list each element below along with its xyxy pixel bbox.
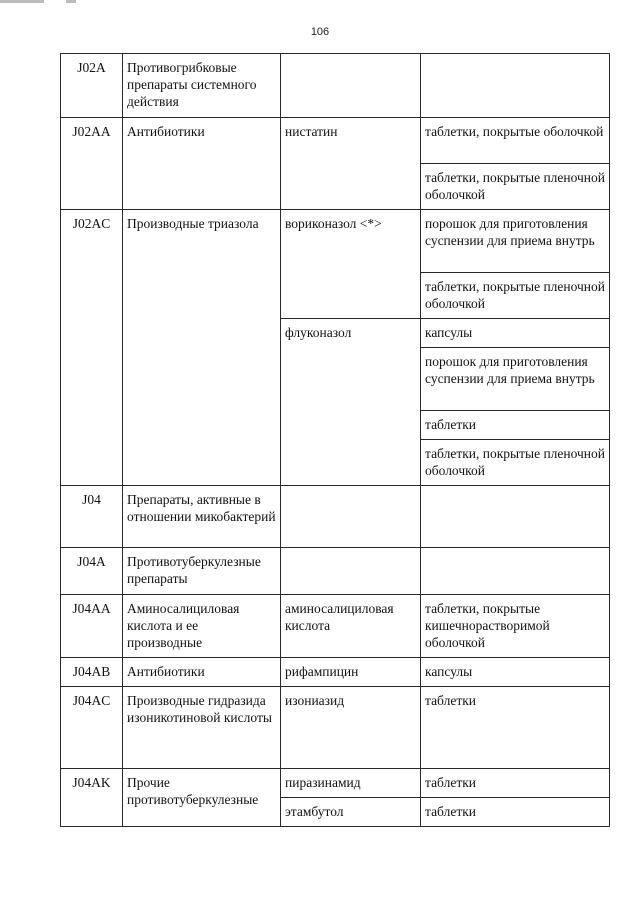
group-name-cell: Антибиотики <box>123 658 281 687</box>
atc-code-cell: J04AC <box>61 687 123 769</box>
group-name-cell: Противотуберкулезные препараты <box>123 548 281 595</box>
table-row <box>61 687 610 769</box>
dosage-form-cell: таблетки <box>421 411 610 440</box>
drug-table <box>60 53 610 827</box>
atc-code-cell: J02AA <box>61 118 123 210</box>
dosage-form-cell: таблетки, покрытые пленочной оболочкой <box>421 164 610 210</box>
drug-name-cell: изониазид <box>281 687 421 769</box>
drug-name-cell: рифампицин <box>281 658 421 687</box>
table-row <box>61 548 610 595</box>
scan-mark-right <box>66 0 76 3</box>
drug-name-cell <box>281 54 421 118</box>
drug-name-cell: нистатин <box>281 118 421 210</box>
atc-code-cell: J04A <box>61 548 123 595</box>
dosage-form-cell: таблетки, покрытые оболочкой <box>421 118 610 164</box>
dosage-form-cell: таблетки, покрытые пленочной оболочкой <box>421 440 610 486</box>
dosage-form-cell: таблетки <box>421 769 610 798</box>
table-row <box>61 486 610 548</box>
dosage-form-cell: таблетки, покрытые пленочной оболочкой <box>421 273 610 319</box>
atc-code-cell: J04AA <box>61 595 123 658</box>
group-name-cell: Препараты, активные в отношении микобактерий <box>123 486 281 548</box>
table-row <box>61 769 610 798</box>
page-number: 106 <box>310 26 330 38</box>
atc-code-cell: J02AC <box>61 210 123 486</box>
atc-code-cell: J04 <box>61 486 123 548</box>
drug-name-cell: флуконазол <box>281 319 421 486</box>
group-name-cell: Противогрибковые препараты системного действия <box>123 54 281 118</box>
atc-code-cell: J04AB <box>61 658 123 687</box>
dosage-form-cell <box>421 486 610 548</box>
table-row <box>61 658 610 687</box>
table-row <box>61 595 610 658</box>
table-row <box>61 118 610 164</box>
atc-code-cell: J02A <box>61 54 123 118</box>
drug-name-cell: пиразинамид <box>281 769 421 798</box>
group-name-cell: Производные гидразида изоникотиновой кислоты <box>123 687 281 769</box>
drug-name-cell: этамбутол <box>281 798 421 827</box>
scan-mark-left <box>0 0 44 3</box>
dosage-form-cell: капсулы <box>421 658 610 687</box>
drug-name-cell: вориконазол <*> <box>281 210 421 319</box>
dosage-form-cell: таблетки, покрытые кишечнорастворимой оболочкой <box>421 595 610 658</box>
dosage-form-cell <box>421 54 610 118</box>
dosage-form-cell: порошок для приготовления суспензии для приема внутрь <box>421 210 610 273</box>
dosage-form-cell <box>421 548 610 595</box>
group-name-cell: Аминосалициловая кислота и ее производные <box>123 595 281 658</box>
group-name-cell: Антибиотики <box>123 118 281 210</box>
drug-name-cell: аминосалициловая кислота <box>281 595 421 658</box>
dosage-form-cell: капсулы <box>421 319 610 348</box>
drug-name-cell <box>281 548 421 595</box>
drug-name-cell <box>281 486 421 548</box>
table-row <box>61 54 610 118</box>
dosage-form-cell: таблетки <box>421 798 610 827</box>
dosage-form-cell: таблетки <box>421 687 610 769</box>
group-name-cell: Прочие противотуберкулезные <box>123 769 281 827</box>
dosage-form-cell: порошок для приготовления суспензии для приема внутрь <box>421 348 610 411</box>
atc-code-cell: J04AK <box>61 769 123 827</box>
group-name-cell: Производные триазола <box>123 210 281 486</box>
table-row <box>61 210 610 273</box>
